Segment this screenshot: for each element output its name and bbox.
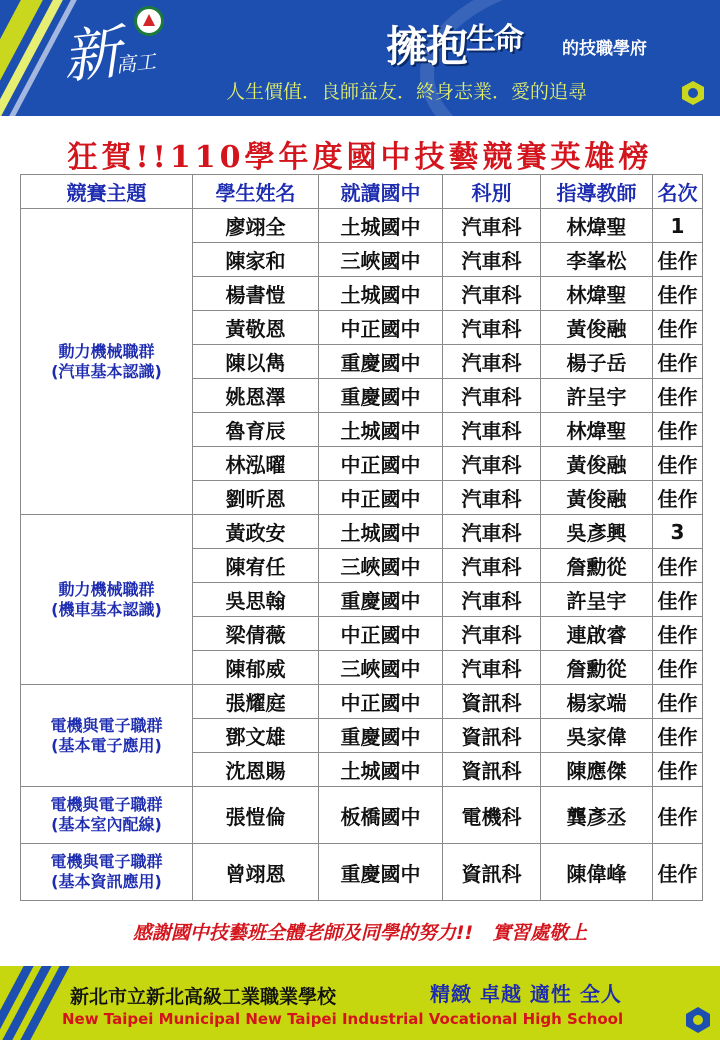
slogan-tail: 的技職學府 <box>562 39 647 59</box>
student-name: 張愷倫 <box>193 787 319 844</box>
department: 汽車科 <box>443 243 541 277</box>
table-row <box>21 844 703 901</box>
student-name: 姚恩澤 <box>193 379 319 413</box>
header-department: 科別 <box>443 175 541 209</box>
topic-line2: (基本電子應用) <box>51 735 162 755</box>
school-emblem-icon <box>134 6 164 36</box>
department: 汽車科 <box>443 515 541 549</box>
header-rank: 名次 <box>653 175 703 209</box>
table-row <box>21 515 703 549</box>
junior-high: 中正國中 <box>319 447 443 481</box>
school-motto: 精緻 卓越 適性 全人 <box>430 982 622 1006</box>
topic-line2: (汽車基本認識) <box>51 361 162 381</box>
table-row <box>21 209 703 243</box>
rank: 佳作 <box>653 787 703 844</box>
rank: 佳作 <box>653 651 703 685</box>
rank: 佳作 <box>653 311 703 345</box>
rank: 佳作 <box>653 413 703 447</box>
teacher: 吳家偉 <box>541 719 653 753</box>
rank: 佳作 <box>653 685 703 719</box>
slogan-word1: 擁抱 <box>386 22 467 71</box>
competition-topic <box>21 844 193 901</box>
junior-high: 土城國中 <box>319 753 443 787</box>
page-title: 狂賀!!110學年度國中技藝競賽英雄榜 <box>67 140 653 175</box>
junior-high: 三峽國中 <box>319 651 443 685</box>
rank: 佳作 <box>653 277 703 311</box>
department: 汽車科 <box>443 651 541 685</box>
department: 汽車科 <box>443 345 541 379</box>
department: 汽車科 <box>443 549 541 583</box>
teacher: 連啟睿 <box>541 617 653 651</box>
junior-high: 重慶國中 <box>319 719 443 753</box>
student-name: 黃政安 <box>193 515 319 549</box>
student-name: 林泓曜 <box>193 447 319 481</box>
rank: 1 <box>653 209 703 243</box>
topic-line2: (機車基本認識) <box>51 599 162 619</box>
junior-high: 土城國中 <box>319 277 443 311</box>
junior-high: 中正國中 <box>319 617 443 651</box>
junior-high: 土城國中 <box>319 209 443 243</box>
department: 汽車科 <box>443 277 541 311</box>
teacher: 黃俊融 <box>541 311 653 345</box>
junior-high: 板橋國中 <box>319 787 443 844</box>
teacher: 楊子岳 <box>541 345 653 379</box>
thanks-note: 感謝國中技藝班全體老師及同學的努力!! 實習處敬上 <box>132 922 588 944</box>
teacher: 龔彥丞 <box>541 787 653 844</box>
department: 汽車科 <box>443 481 541 515</box>
junior-high: 重慶國中 <box>319 844 443 901</box>
rank: 佳作 <box>653 617 703 651</box>
teacher: 許呈宇 <box>541 583 653 617</box>
hexagon-icon <box>684 1006 712 1034</box>
department: 汽車科 <box>443 617 541 651</box>
slogan <box>386 14 522 74</box>
junior-high: 中正國中 <box>319 311 443 345</box>
student-name: 陳家和 <box>193 243 319 277</box>
student-name: 陳以雋 <box>193 345 319 379</box>
header-topic: 競賽主題 <box>21 175 193 209</box>
department: 資訊科 <box>443 719 541 753</box>
competition-topic <box>21 209 193 515</box>
teacher: 楊家端 <box>541 685 653 719</box>
teacher: 詹勳從 <box>541 549 653 583</box>
junior-high: 重慶國中 <box>319 379 443 413</box>
teacher: 黃俊融 <box>541 447 653 481</box>
header-banner <box>0 0 720 116</box>
student-name: 楊書愷 <box>193 277 319 311</box>
teacher: 林煒聖 <box>541 209 653 243</box>
teacher: 詹勳從 <box>541 651 653 685</box>
teacher: 李峯松 <box>541 243 653 277</box>
department: 資訊科 <box>443 844 541 901</box>
student-name: 劉昕恩 <box>193 481 319 515</box>
department: 汽車科 <box>443 209 541 243</box>
rank: 佳作 <box>653 243 703 277</box>
department: 汽車科 <box>443 447 541 481</box>
logo-text: 新 <box>59 18 119 92</box>
department: 電機科 <box>443 787 541 844</box>
junior-high: 土城國中 <box>319 515 443 549</box>
table-row <box>21 787 703 844</box>
header-junior-high: 就讀國中 <box>319 175 443 209</box>
footer <box>0 966 720 1040</box>
hexagon-icon <box>680 80 706 106</box>
student-name: 鄧文雄 <box>193 719 319 753</box>
topic-line1: 電機與電子職群 <box>50 715 163 735</box>
topic-line1: 電機與電子職群 <box>50 795 163 814</box>
topic-line1: 電機與電子職群 <box>50 852 163 871</box>
rank: 佳作 <box>653 481 703 515</box>
student-name: 張耀庭 <box>193 685 319 719</box>
rank: 3 <box>653 515 703 549</box>
department: 資訊科 <box>443 685 541 719</box>
department: 資訊科 <box>443 753 541 787</box>
teacher: 陳應傑 <box>541 753 653 787</box>
teacher: 陳偉峰 <box>541 844 653 901</box>
junior-high: 中正國中 <box>319 685 443 719</box>
school-name-en: New Taipei Municipal New Taipei Industrial Vocational High School <box>62 1010 624 1028</box>
header-teacher: 指導教師 <box>541 175 653 209</box>
banner-motto: 人生價值．良師益友．終身志業．愛的追尋 <box>226 81 588 103</box>
honor-roll-table <box>20 174 703 901</box>
teacher: 林煒聖 <box>541 413 653 447</box>
rank: 佳作 <box>653 719 703 753</box>
rank: 佳作 <box>653 753 703 787</box>
topic-line2: (基本室內配線) <box>51 815 162 834</box>
junior-high: 三峽國中 <box>319 549 443 583</box>
department: 汽車科 <box>443 311 541 345</box>
student-name: 陳郁威 <box>193 651 319 685</box>
header-student: 學生姓名 <box>193 175 319 209</box>
topic-line1: 動力機械職群 <box>58 579 155 599</box>
table-row <box>21 685 703 719</box>
junior-high: 中正國中 <box>319 481 443 515</box>
junior-high: 重慶國中 <box>319 583 443 617</box>
department: 汽車科 <box>443 379 541 413</box>
teacher: 許呈宇 <box>541 379 653 413</box>
student-name: 吳思翰 <box>193 583 319 617</box>
rank: 佳作 <box>653 549 703 583</box>
teacher: 黃俊融 <box>541 481 653 515</box>
competition-topic <box>21 787 193 844</box>
student-name: 沈恩賜 <box>193 753 319 787</box>
junior-high: 土城國中 <box>319 413 443 447</box>
rank: 佳作 <box>653 379 703 413</box>
slogan-word2: 生命 <box>466 22 523 57</box>
department: 汽車科 <box>443 413 541 447</box>
rank: 佳作 <box>653 844 703 901</box>
teacher: 林煒聖 <box>541 277 653 311</box>
rank: 佳作 <box>653 345 703 379</box>
school-name-zh: 新北市立新北高級工業職業學校 <box>70 986 337 1008</box>
student-name: 黃敬恩 <box>193 311 319 345</box>
topic-line1: 動力機械職群 <box>58 341 155 361</box>
teacher: 吳彥興 <box>541 515 653 549</box>
rank: 佳作 <box>653 583 703 617</box>
student-name: 廖翊全 <box>193 209 319 243</box>
student-name: 曾翊恩 <box>193 844 319 901</box>
rank: 佳作 <box>653 447 703 481</box>
department: 汽車科 <box>443 583 541 617</box>
table-header-row <box>21 175 703 209</box>
junior-high: 三峽國中 <box>319 243 443 277</box>
student-name: 陳宥任 <box>193 549 319 583</box>
student-name: 魯育辰 <box>193 413 319 447</box>
junior-high: 重慶國中 <box>319 345 443 379</box>
logo-small: 高工 <box>114 49 157 78</box>
student-name: 梁倩薇 <box>193 617 319 651</box>
competition-topic <box>21 515 193 685</box>
competition-topic <box>21 685 193 787</box>
topic-line2: (基本資訊應用) <box>51 872 162 891</box>
